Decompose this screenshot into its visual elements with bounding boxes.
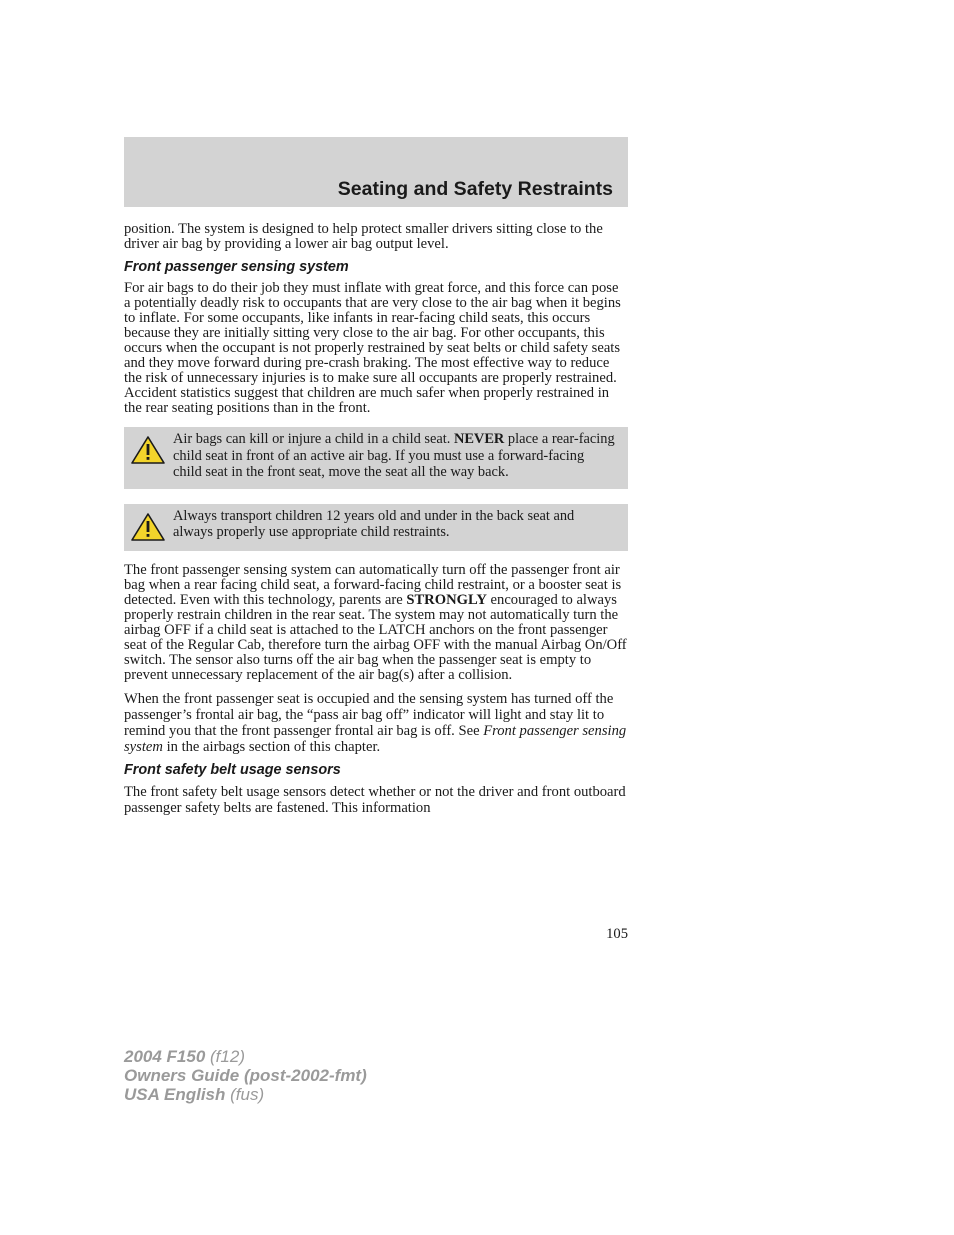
footer-language-code: (fus) bbox=[225, 1085, 265, 1104]
footer-model: 2004 F150 bbox=[124, 1047, 206, 1066]
chapter-title: Seating and Safety Restraints bbox=[337, 178, 613, 200]
footer-line-2 bbox=[124, 1066, 367, 1085]
warning-triangle-icon bbox=[130, 512, 166, 542]
para2-bold: STRONGLY bbox=[406, 591, 487, 608]
para3-italic-reference: Front passenger sensing system bbox=[124, 722, 627, 755]
para2-pre: The front passenger sensing system can automatically turn off the passenger front air bag when a rear facing child seat, a forward-facing child restraint, or a booster seat is detected. Even with this technology, parents are bbox=[124, 561, 622, 608]
footer-line-3 bbox=[124, 1085, 367, 1104]
footer-model-code: (f12) bbox=[205, 1047, 245, 1066]
page-number: 105 bbox=[606, 926, 628, 942]
chapter-header bbox=[124, 137, 628, 207]
footer-guide: Owners Guide (post-2002-fmt) bbox=[124, 1066, 367, 1085]
warning-triangle-icon bbox=[130, 435, 166, 465]
warning2-text: Always transport children 12 years old and under in the back seat and always properly use appropriate child restraints. bbox=[173, 507, 575, 540]
warning1-text-post: place a rear-facing child seat in front of an active air bag. If you must use a forward-facing child seat in the front seat, move the seat all the way back. bbox=[173, 431, 615, 480]
para2-post: encouraged to always properly restrain children in the rear seat. The system may not automatically turn the airbag OFF if a child seat is attached to the LATCH anchors on the front passenger seat of the Regular Cab, therefore turn the airbag OFF with the manual Airbag On/Off switch. The sensor also turns off the air bag when the passenger seat is empty to prevent unnecessary replacement of the air bag(s) after a collision. bbox=[124, 591, 627, 683]
warning-box-transport-children bbox=[124, 504, 628, 551]
subheading-front-passenger-sensing: Front passenger sensing system bbox=[124, 259, 349, 275]
footer-line-1 bbox=[124, 1047, 367, 1066]
intro-paragraph: position. The system is designed to help protect smaller drivers sitting close to the driver air bag by providing a lower air bag output level. bbox=[124, 221, 603, 252]
warning1-text-bold: NEVER bbox=[453, 431, 505, 447]
paragraph-airbag-force: For air bags to do their job they must inflate with great force, and this force can pose a potentially deadly risk to occupants that are very close to the air bag when it begins to inflate. For some occupants, like infants in rear-facing child seats, this occurs because they are initially sitting very close to the air bag. For other occupants, this occurs when the occupant is not properly restrained by seat belts or child safety seats and they move forward during pre-crash braking. The most effective way to reduce the risk of unnecessary injuries is to make sure all occupants are properly restrained. Accident statistics suggest that children are much safer when properly restrained in the rear seating positions than in the front. bbox=[124, 280, 621, 416]
warning1-text-pre: Air bags can kill or injure a child in a child seat. bbox=[173, 431, 454, 447]
para3-pre: When the front passenger seat is occupied and the sensing system has turned off the passenger’s frontal air bag, the “pass air bag off” indicator will light and stay lit to remind you that the front passenger frontal air bag is off. See bbox=[124, 690, 614, 739]
footer-language: USA English bbox=[124, 1085, 226, 1104]
page-content bbox=[124, 222, 628, 816]
para3-post: in the airbags section of this chapter. bbox=[162, 738, 381, 755]
subheading-safety-belt-sensors: Front safety belt usage sensors bbox=[124, 761, 341, 778]
warning-box-child-seat bbox=[124, 427, 628, 489]
document-footer bbox=[124, 1047, 367, 1104]
paragraph-sensing-system bbox=[124, 563, 628, 683]
paragraph-belt-sensors: The front safety belt usage sensors detect whether or not the driver and front outboard passenger safety belts are fastened. This information bbox=[124, 783, 626, 816]
paragraph-indicator bbox=[124, 691, 628, 755]
